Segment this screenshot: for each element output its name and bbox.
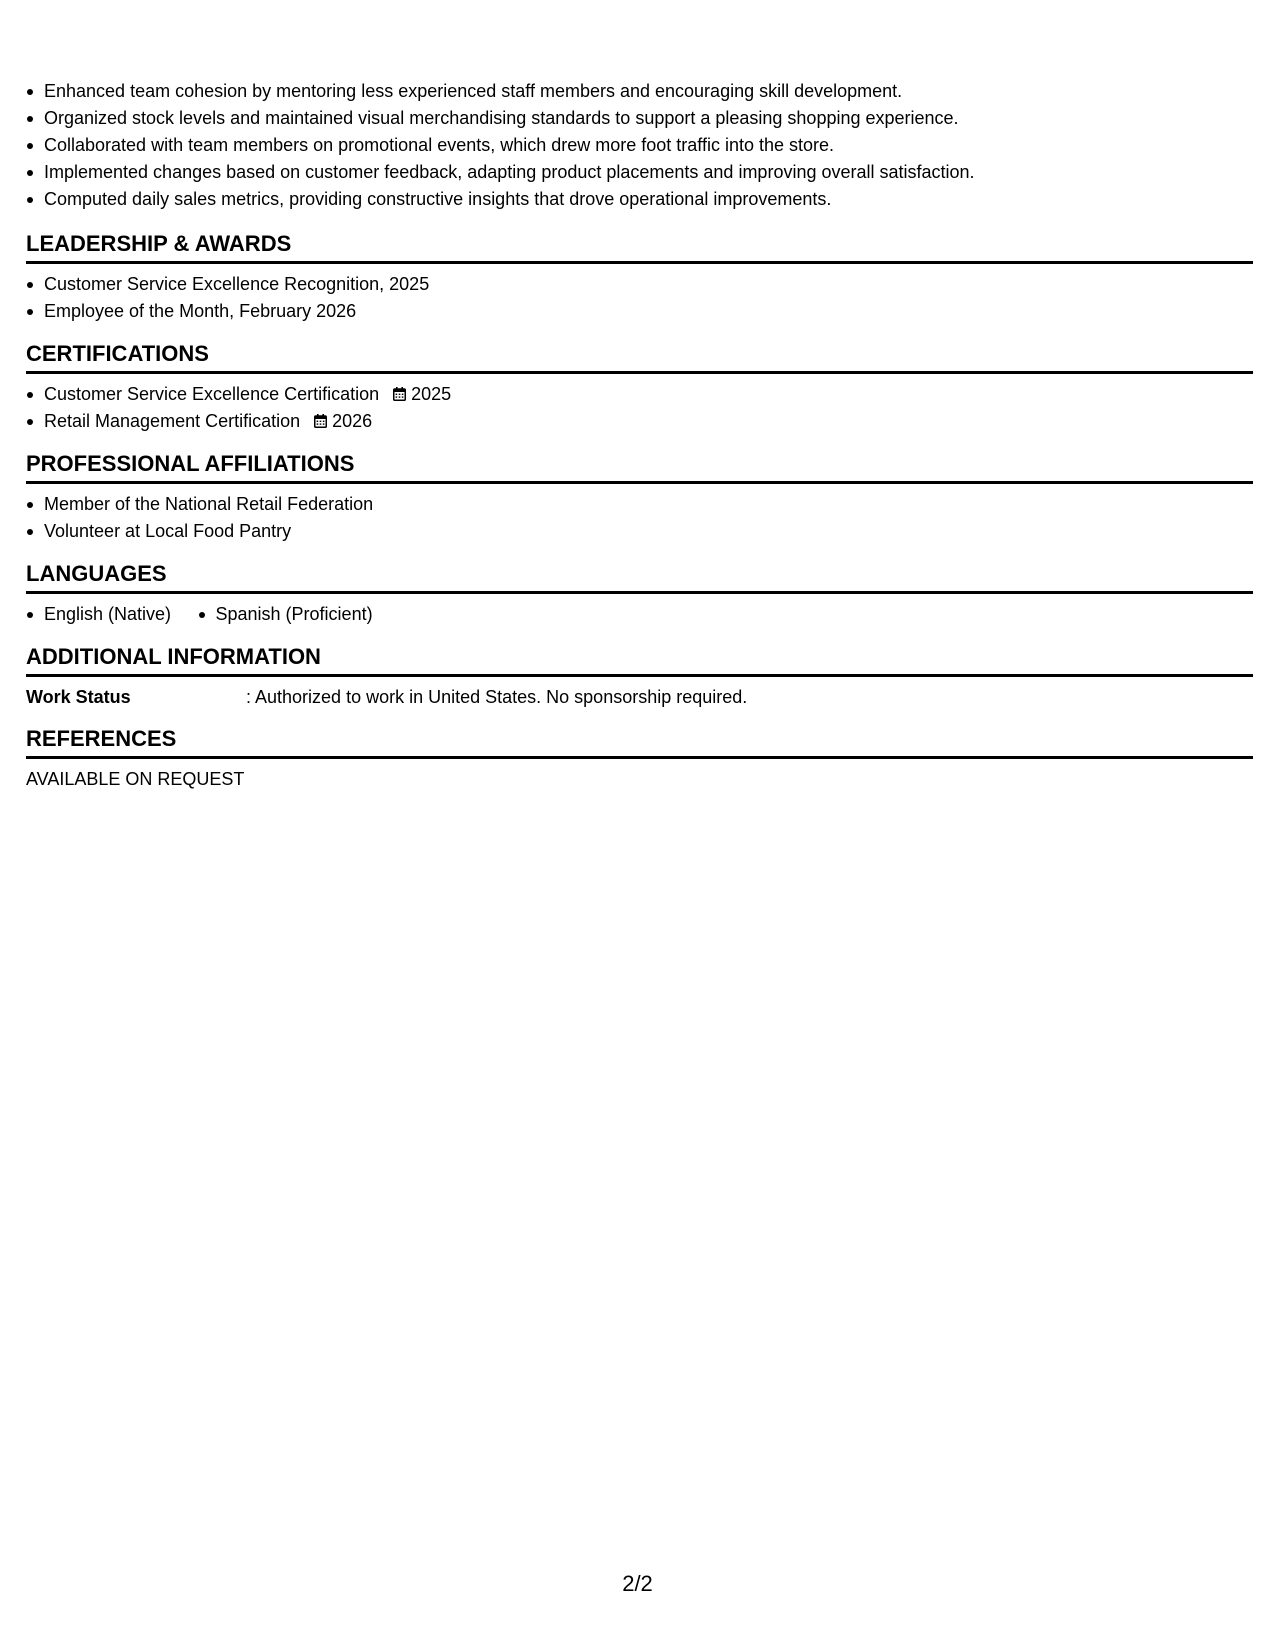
page-number: 2/2 (622, 1571, 653, 1596)
leadership-section (26, 230, 1253, 325)
list-item: Enhanced team cohesion by mentoring less experienced staff members and encouraging skill development. (26, 78, 1253, 105)
calendar-icon (393, 387, 406, 401)
certifications-list (26, 381, 1253, 435)
section-heading: LANGUAGES (26, 560, 1253, 594)
certification-year: 2025 (411, 384, 452, 404)
affiliations-list (26, 491, 1253, 545)
list-item: Member of the National Retail Federation (26, 491, 1253, 518)
certifications-section (26, 340, 1253, 435)
experience-bullet-list (26, 78, 1253, 213)
section-heading: PROFESSIONAL AFFILIATIONS (26, 450, 1253, 484)
section-heading: CERTIFICATIONS (26, 340, 1253, 374)
section-heading: ADDITIONAL INFORMATION (26, 643, 1253, 677)
work-status-label: Work Status (26, 687, 131, 707)
certification-item (26, 408, 1253, 435)
list-item: Implemented changes based on customer feedback, adapting product placements and improving overall satisfaction. (26, 159, 1253, 186)
references-text: AVAILABLE ON REQUEST (26, 769, 245, 789)
section-heading: LEADERSHIP & AWARDS (26, 230, 1253, 264)
resume-page (26, 78, 1253, 792)
language-item: English (Native) (26, 601, 171, 628)
language-item: Spanish (Proficient) (198, 601, 373, 628)
certification-year: 2026 (332, 411, 373, 431)
list-item: Collaborated with team members on promotional events, which drew more foot traffic into the store. (26, 132, 1253, 159)
languages-section (26, 560, 1253, 628)
certification-name: Customer Service Excellence Certification (44, 384, 380, 404)
calendar-icon (314, 414, 327, 428)
list-item: Volunteer at Local Food Pantry (26, 518, 1253, 545)
list-item: Organized stock levels and maintained visual merchandising standards to support a pleasing shopping experience. (26, 105, 1253, 132)
additional-info-section (26, 643, 1253, 710)
work-status-value: : Authorized to work in United States. No sponsorship required. (246, 687, 748, 707)
certification-item (26, 381, 1253, 408)
leadership-list (26, 271, 1253, 325)
work-status-row (26, 684, 1253, 710)
affiliations-section (26, 450, 1253, 545)
certification-name: Retail Management Certification (44, 411, 301, 431)
references-section (26, 725, 1253, 792)
section-heading: REFERENCES (26, 725, 1253, 759)
languages-list (26, 601, 1253, 628)
list-item: Customer Service Excellence Recognition, 2025 (26, 271, 1253, 298)
list-item: Employee of the Month, February 2026 (26, 298, 1253, 325)
list-item: Computed daily sales metrics, providing constructive insights that drove operational improvements. (26, 186, 1253, 213)
